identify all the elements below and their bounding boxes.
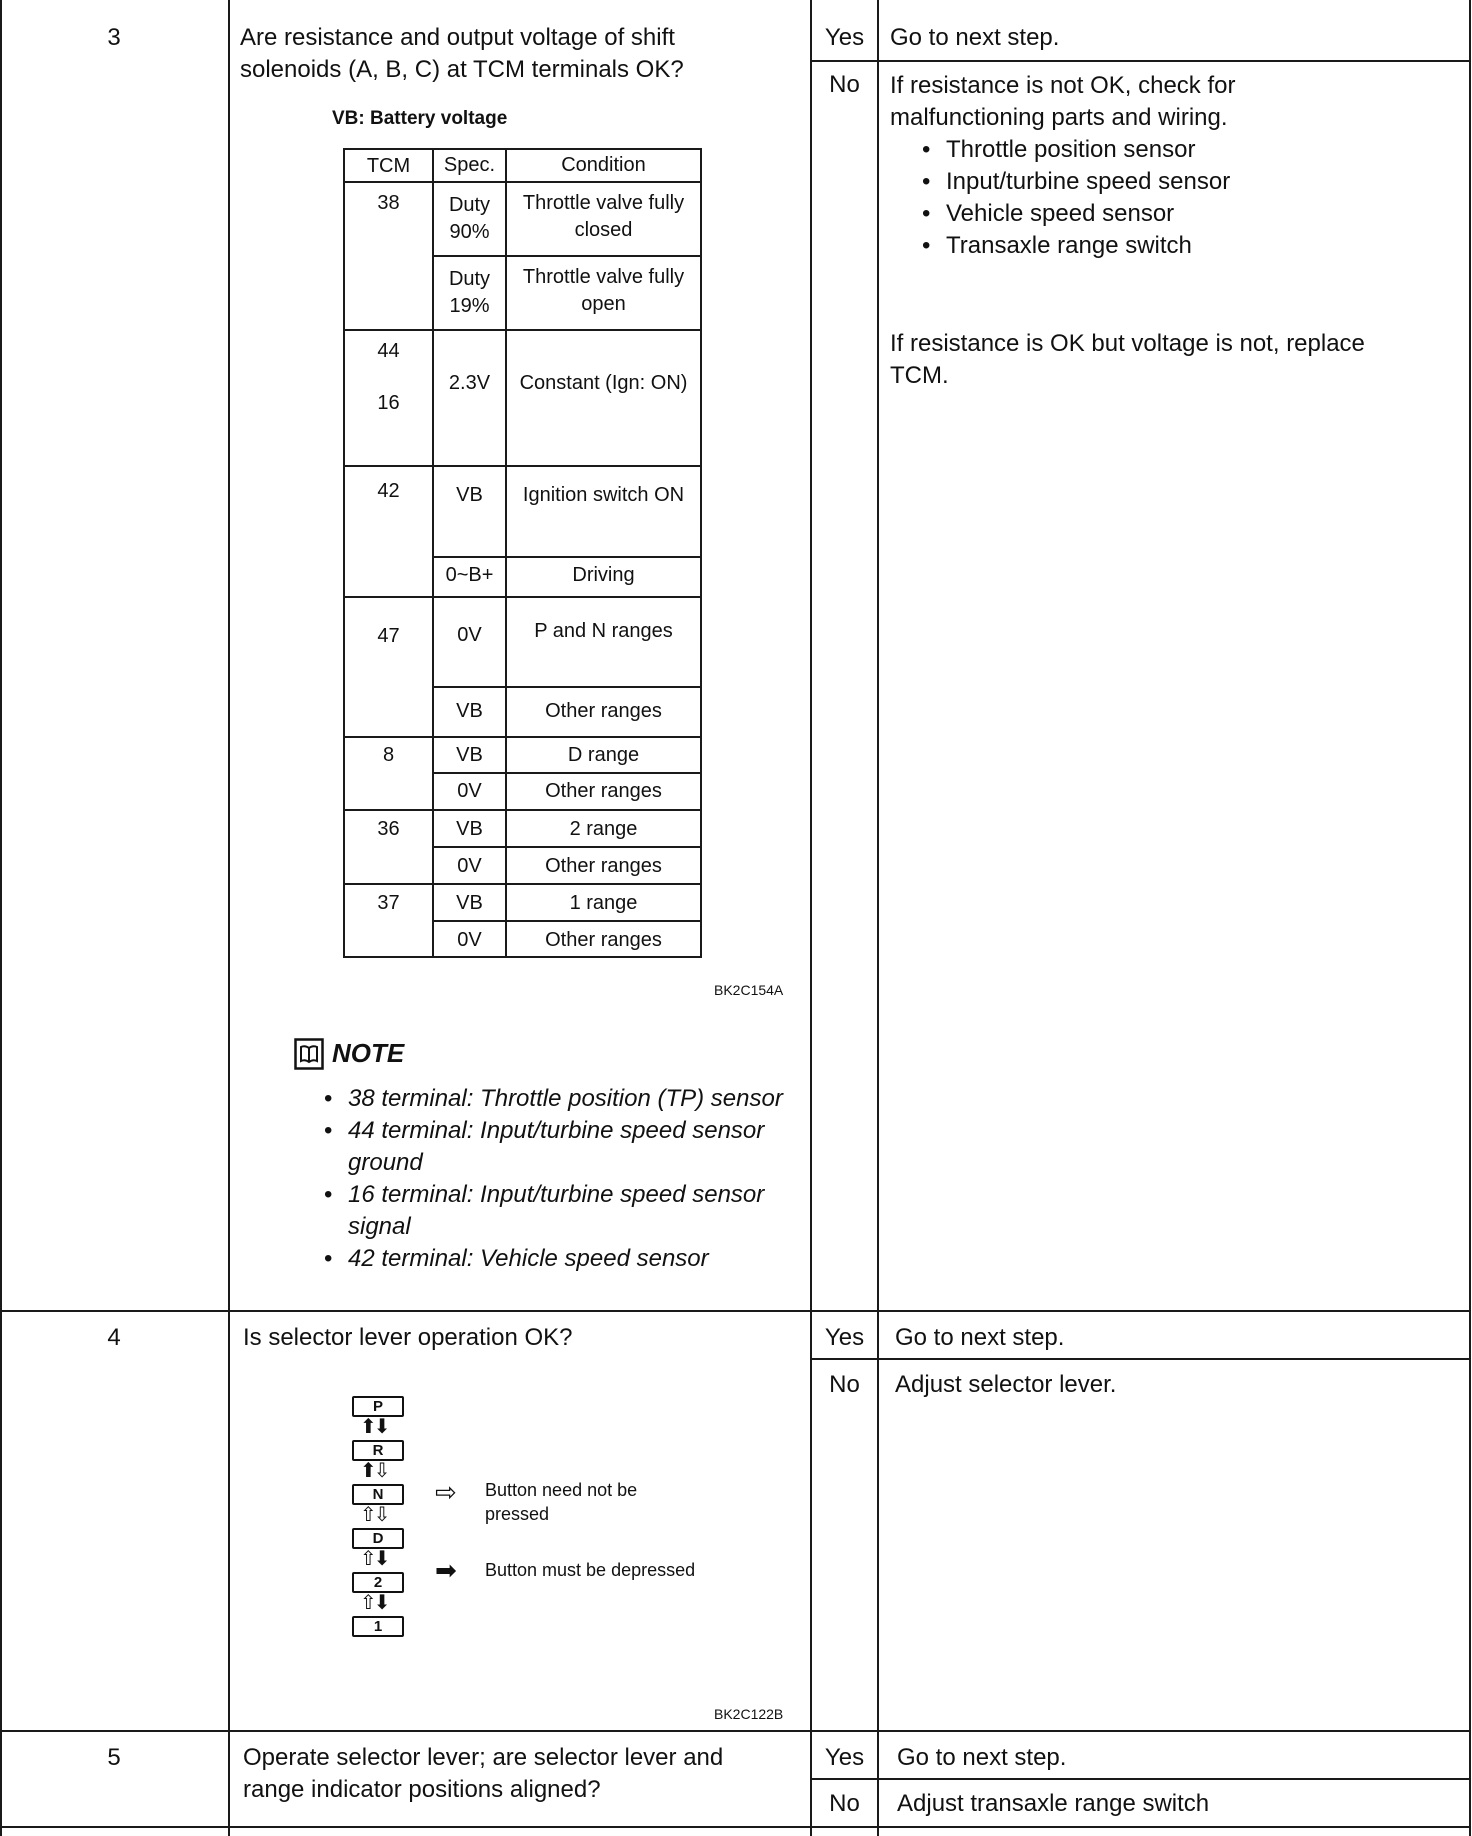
- position-1: 1: [352, 1616, 404, 1637]
- yes-action: Go to next step.: [895, 1324, 1065, 1351]
- spec-value: 0V: [457, 929, 482, 951]
- col-header: Spec.: [443, 154, 496, 176]
- yes-action: Go to next step.: [897, 1744, 1067, 1771]
- arrow-up-down-solid-icon: ⬆⬇: [360, 1416, 388, 1438]
- spec-value: VB: [456, 700, 483, 722]
- no-label: No: [829, 1790, 860, 1817]
- condition: Other ranges: [545, 855, 662, 877]
- yes-label: Yes: [824, 1324, 865, 1351]
- hollow-arrow-icon: ⇨: [435, 1477, 457, 1507]
- tcm-terminal: 16: [377, 392, 400, 414]
- step-number: 3: [107, 24, 121, 51]
- step-question: Operate selector lever; are selector lever and range indicator positions aligned?: [243, 1744, 724, 1803]
- figure-id: BK2C154A: [714, 982, 784, 998]
- position-n: N: [352, 1484, 404, 1505]
- spec-value: 0V: [457, 624, 482, 646]
- condition: P and N ranges: [534, 620, 673, 642]
- spec-value: VB: [456, 484, 483, 506]
- no-label: No: [829, 71, 860, 98]
- position-r: R: [352, 1440, 404, 1461]
- note-item: • 42 terminal: Vehicle speed sensor: [318, 1243, 802, 1275]
- condition: Throttle valve fully open: [522, 266, 685, 315]
- position-2: 2: [352, 1572, 404, 1593]
- condition: Other ranges: [545, 700, 662, 722]
- yes-label: Yes: [824, 1744, 865, 1771]
- tcm-terminal: 42: [377, 480, 400, 502]
- tcm-terminal: 38: [377, 192, 400, 214]
- condition: Other ranges: [545, 780, 662, 802]
- position-p: P: [352, 1396, 404, 1417]
- col-header: TCM: [366, 155, 411, 177]
- book-icon: [294, 1038, 324, 1075]
- solid-arrow-icon: ➡: [435, 1555, 457, 1585]
- no-action: [890, 70, 1370, 262]
- tcm-terminal: 36: [377, 818, 400, 840]
- note-item: • 16 terminal: Input/turbine speed sensor signal: [318, 1179, 802, 1243]
- spec-value: VB: [456, 744, 483, 766]
- condition: Ignition switch ON: [522, 484, 685, 506]
- spec-value: 0V: [457, 855, 482, 877]
- check-item: • Vehicle speed sensor: [890, 198, 1370, 230]
- condition: Driving: [572, 564, 635, 586]
- note-list: [318, 1083, 802, 1275]
- arrow-up-hollow-down-solid-icon: ⇧⬇: [360, 1592, 388, 1614]
- tcm-terminal: 8: [382, 744, 395, 766]
- no-label: No: [829, 1371, 860, 1398]
- spec-value: 0~B+: [445, 564, 494, 586]
- step-question: Is selector lever operation OK?: [243, 1324, 573, 1351]
- spec-value: VB: [456, 818, 483, 840]
- condition: D range: [567, 744, 640, 766]
- condition: Other ranges: [545, 929, 662, 951]
- yes-label: Yes: [824, 24, 865, 51]
- spec-value: Duty 19%: [448, 268, 491, 317]
- check-item: • Transaxle range switch: [890, 230, 1370, 262]
- tcm-terminal: 44: [377, 340, 400, 362]
- figure-id: BK2C122B: [714, 1706, 784, 1722]
- tcm-terminal: 37: [377, 892, 400, 914]
- note-item: • 38 terminal: Throttle position (TP) sensor: [318, 1083, 802, 1115]
- step-number: 4: [107, 1324, 121, 1351]
- condition: 2 range: [569, 818, 638, 840]
- spec-value: 2.3V: [448, 372, 491, 394]
- yes-action: Go to next step.: [890, 24, 1060, 51]
- spec-value: 0V: [457, 780, 482, 802]
- tcm-terminal: 47: [377, 625, 400, 647]
- condition: Constant (Ign: ON): [519, 372, 688, 394]
- no-action: Adjust transaxle range switch: [897, 1790, 1210, 1817]
- spec-table: [343, 148, 702, 958]
- no-action-intro: If resistance is not OK, check for malfunctioning parts and wiring.: [890, 72, 1236, 131]
- step-question: Are resistance and output voltage of shift solenoids (A, B, C) at TCM terminals OK?: [240, 24, 684, 83]
- check-item: • Throttle position sensor: [890, 134, 1370, 166]
- legend-depressed: Button must be depressed: [485, 1560, 696, 1580]
- condition: 1 range: [569, 892, 638, 914]
- arrow-up-hollow-down-solid-icon: ⇧⬇: [360, 1548, 388, 1570]
- arrow-up-down-hollow-icon: ⇧⇩: [360, 1504, 388, 1526]
- position-d: D: [352, 1528, 404, 1549]
- col-header: Condition: [561, 154, 646, 176]
- no-action-2: If resistance is OK but voltage is not, replace TCM.: [890, 330, 1365, 389]
- legend-not-pressed: Button need not be pressed: [485, 1480, 638, 1524]
- check-item: • Input/turbine speed sensor: [890, 166, 1370, 198]
- note-item: • 44 terminal: Input/turbine speed sensor ground: [318, 1115, 802, 1179]
- vb-legend: VB: Battery voltage: [332, 108, 508, 129]
- spec-value: Duty 90%: [448, 194, 491, 243]
- spec-value: VB: [456, 892, 483, 914]
- no-action: Adjust selector lever.: [895, 1371, 1117, 1398]
- arrow-up-solid-down-hollow-icon: ⬆⇩: [360, 1460, 388, 1482]
- step-number: 5: [107, 1744, 121, 1771]
- condition: Throttle valve fully closed: [522, 192, 685, 241]
- note-title: NOTE: [332, 1038, 405, 1068]
